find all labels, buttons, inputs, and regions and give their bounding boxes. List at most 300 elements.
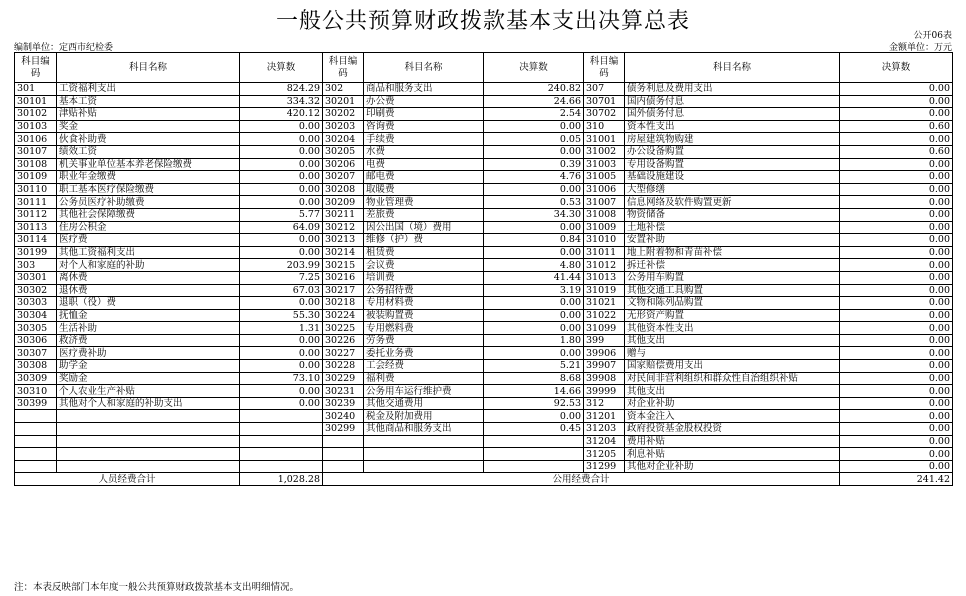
subject-code: 30305 xyxy=(15,322,57,335)
subject-name: 其他工资福利支出 xyxy=(57,246,240,259)
subject-code: 31009 xyxy=(584,221,625,234)
table-row xyxy=(15,171,953,184)
amount-value: 0.00 xyxy=(840,397,953,410)
subject-code: 31204 xyxy=(584,435,625,448)
subject-code: 39999 xyxy=(584,385,625,398)
amount-value: 0.00 xyxy=(840,435,953,448)
amount-value: 0.00 xyxy=(240,397,323,410)
amount-value xyxy=(240,448,323,461)
table-row xyxy=(15,158,953,171)
amount-value: 0.00 xyxy=(240,171,323,184)
subject-code: 31006 xyxy=(584,183,625,196)
subject-code: 31019 xyxy=(584,284,625,297)
subject-name: 拆迁补偿 xyxy=(625,259,840,272)
amount-value: 8.68 xyxy=(484,372,584,385)
amount-value: 73.10 xyxy=(240,372,323,385)
header-name: 科目名称 xyxy=(364,53,484,83)
subject-name: 公务用车运行维护费 xyxy=(364,385,484,398)
subject-name: 政府投资基金股权投资 xyxy=(625,423,840,436)
table-row xyxy=(15,372,953,385)
table-row xyxy=(15,410,953,423)
subject-name: 办公费 xyxy=(364,95,484,108)
subject-name: 信息网络及软件购置更新 xyxy=(625,196,840,209)
amount-value: 0.00 xyxy=(240,158,323,171)
subject-name xyxy=(364,460,484,473)
amount-value: 0.60 xyxy=(840,120,953,133)
subject-code: 30113 xyxy=(15,221,57,234)
table-row xyxy=(15,259,953,272)
subject-name: 住房公积金 xyxy=(57,221,240,234)
amount-value: 0.00 xyxy=(840,83,953,96)
subject-name: 土地补偿 xyxy=(625,221,840,234)
subject-name: 基本工资 xyxy=(57,95,240,108)
subject-name: 职业年金缴费 xyxy=(57,171,240,184)
subject-code: 31005 xyxy=(584,171,625,184)
subject-name: 大型修缮 xyxy=(625,183,840,196)
amount-value: 0.45 xyxy=(484,423,584,436)
header-row xyxy=(15,53,953,83)
amount-value: 0.00 xyxy=(840,460,953,473)
subject-name: 租赁费 xyxy=(364,246,484,259)
amount-value: 2.54 xyxy=(484,108,584,121)
amount-value: 0.00 xyxy=(240,297,323,310)
table-row xyxy=(15,108,953,121)
amount-value: 0.00 xyxy=(484,246,584,259)
subject-code: 31001 xyxy=(584,133,625,146)
amount-value: 0.00 xyxy=(840,360,953,373)
subject-code: 31022 xyxy=(584,309,625,322)
table-row xyxy=(15,397,953,410)
table-row xyxy=(15,246,953,259)
amount-value: 0.00 xyxy=(840,259,953,272)
subject-name: 津贴补贴 xyxy=(57,108,240,121)
subject-code: 30107 xyxy=(15,145,57,158)
subject-code xyxy=(323,460,364,473)
subject-name: 物业管理费 xyxy=(364,196,484,209)
subject-code: 30299 xyxy=(323,423,364,436)
amount-value: 0.00 xyxy=(240,360,323,373)
amount-value: 0.00 xyxy=(840,158,953,171)
subject-name: 咨询费 xyxy=(364,120,484,133)
subject-name: 专用设备购置 xyxy=(625,158,840,171)
subject-code xyxy=(15,460,57,473)
amount-value: 0.00 xyxy=(840,297,953,310)
subject-code xyxy=(15,435,57,448)
table-row xyxy=(15,234,953,247)
subject-name: 地上附着物和青苗补偿 xyxy=(625,246,840,259)
table-row xyxy=(15,221,953,234)
amount-value: 420.12 xyxy=(240,108,323,121)
subject-name: 专用材料费 xyxy=(364,297,484,310)
subject-code: 310 xyxy=(584,120,625,133)
amount-value: 0.00 xyxy=(484,309,584,322)
subject-name: 无形资产购置 xyxy=(625,309,840,322)
subject-code xyxy=(15,448,57,461)
table-body xyxy=(15,83,953,473)
amount-value: 7.25 xyxy=(240,271,323,284)
subject-code: 31003 xyxy=(584,158,625,171)
amount-value: 0.39 xyxy=(484,158,584,171)
subject-name: 公务员医疗补助缴费 xyxy=(57,196,240,209)
amount-value: 0.00 xyxy=(240,246,323,259)
subject-name: 伙食补助费 xyxy=(57,133,240,146)
table-row xyxy=(15,133,953,146)
subject-code: 30202 xyxy=(323,108,364,121)
org-label: 编制单位：定西市纪检委 xyxy=(14,43,114,53)
amount-value: 0.00 xyxy=(840,271,953,284)
subject-name: 公务用车购置 xyxy=(625,271,840,284)
subject-code xyxy=(323,448,364,461)
subject-code: 30201 xyxy=(323,95,364,108)
subject-code: 30109 xyxy=(15,171,57,184)
public-total-value: 241.42 xyxy=(840,473,953,486)
amount-value: 0.00 xyxy=(240,196,323,209)
subject-code: 30309 xyxy=(15,372,57,385)
header-amount: 决算数 xyxy=(840,53,953,83)
subject-name: 房屋建筑物购建 xyxy=(625,133,840,146)
amount-value: 1.80 xyxy=(484,334,584,347)
amount-value xyxy=(240,423,323,436)
subject-code: 30199 xyxy=(15,246,57,259)
subject-code: 30702 xyxy=(584,108,625,121)
table-row xyxy=(15,448,953,461)
amount-value: 0.00 xyxy=(840,171,953,184)
subject-code: 30214 xyxy=(323,246,364,259)
header-name: 科目名称 xyxy=(625,53,840,83)
subject-name: 医疗费 xyxy=(57,234,240,247)
table-row xyxy=(15,334,953,347)
amount-value: 0.60 xyxy=(840,145,953,158)
totals-row xyxy=(15,473,953,486)
amount-value: 5.21 xyxy=(484,360,584,373)
table-row xyxy=(15,460,953,473)
subject-name: 水费 xyxy=(364,145,484,158)
amount-value: 0.00 xyxy=(840,410,953,423)
subject-code: 39907 xyxy=(584,360,625,373)
subject-name xyxy=(364,448,484,461)
amount-value: 0.00 xyxy=(840,234,953,247)
subject-name: 职工基本医疗保险缴费 xyxy=(57,183,240,196)
subject-code: 30225 xyxy=(323,322,364,335)
subject-name: 会议费 xyxy=(364,259,484,272)
amount-value xyxy=(484,460,584,473)
subject-code: 30301 xyxy=(15,271,57,284)
subject-name: 电费 xyxy=(364,158,484,171)
subject-name: 商品和服务支出 xyxy=(364,83,484,96)
header-code: 科目编码 xyxy=(323,53,364,83)
subject-name: 手续费 xyxy=(364,133,484,146)
subject-code: 30228 xyxy=(323,360,364,373)
subject-name: 退职（役）费 xyxy=(57,297,240,310)
subject-name: 利息补贴 xyxy=(625,448,840,461)
amount-value: 0.00 xyxy=(484,120,584,133)
amount-value xyxy=(240,460,323,473)
subject-name: 其他支出 xyxy=(625,385,840,398)
subject-code: 30101 xyxy=(15,95,57,108)
subject-code: 30399 xyxy=(15,397,57,410)
amount-value: 0.00 xyxy=(240,385,323,398)
subject-code: 30303 xyxy=(15,297,57,310)
amount-value: 0.00 xyxy=(840,334,953,347)
amount-value: 334.32 xyxy=(240,95,323,108)
amount-unit: 金额单位：万元 xyxy=(888,43,952,53)
subject-code: 31008 xyxy=(584,208,625,221)
subject-code: 312 xyxy=(584,397,625,410)
amount-value: 0.00 xyxy=(240,334,323,347)
subject-code: 30239 xyxy=(323,397,364,410)
subject-name: 取暖费 xyxy=(364,183,484,196)
subject-name: 邮电费 xyxy=(364,171,484,184)
subject-name: 专用燃料费 xyxy=(364,322,484,335)
subject-code: 31021 xyxy=(584,297,625,310)
subject-name: 物资储备 xyxy=(625,208,840,221)
amount-value: 0.00 xyxy=(240,145,323,158)
subject-name xyxy=(57,410,240,423)
subject-name: 对企业补助 xyxy=(625,397,840,410)
table-row xyxy=(15,120,953,133)
subject-name: 债务利息及费用支出 xyxy=(625,83,840,96)
amount-value: 0.84 xyxy=(484,234,584,247)
subject-code: 30114 xyxy=(15,234,57,247)
subject-code: 30111 xyxy=(15,196,57,209)
header-amount: 决算数 xyxy=(484,53,584,83)
subject-code: 30212 xyxy=(323,221,364,234)
table-row xyxy=(15,83,953,96)
personnel-total-value: 1,028.28 xyxy=(240,473,323,486)
amount-value: 0.00 xyxy=(840,322,953,335)
subject-code: 30216 xyxy=(323,271,364,284)
subject-name: 印刷费 xyxy=(364,108,484,121)
amount-value: 0.00 xyxy=(840,196,953,209)
personnel-total-label: 人员经费合计 xyxy=(15,473,240,486)
amount-value: 0.00 xyxy=(840,208,953,221)
subject-code: 301 xyxy=(15,83,57,96)
subject-code: 31002 xyxy=(584,145,625,158)
amount-value: 64.09 xyxy=(240,221,323,234)
subject-name: 税金及附加费用 xyxy=(364,410,484,423)
subject-code: 30215 xyxy=(323,259,364,272)
amount-value xyxy=(484,448,584,461)
amount-value: 14.66 xyxy=(484,385,584,398)
amount-value xyxy=(240,435,323,448)
amount-value: 0.00 xyxy=(484,297,584,310)
table-row xyxy=(15,297,953,310)
table-row xyxy=(15,347,953,360)
subject-code: 30307 xyxy=(15,347,57,360)
amount-value: 0.00 xyxy=(840,372,953,385)
header-amount: 决算数 xyxy=(240,53,323,83)
form-number: 公开06表 xyxy=(913,31,952,41)
table-row xyxy=(15,145,953,158)
amount-value: 203.99 xyxy=(240,259,323,272)
header-name: 科目名称 xyxy=(57,53,240,83)
table-row xyxy=(15,322,953,335)
subject-code: 39908 xyxy=(584,372,625,385)
amount-value: 0.00 xyxy=(840,423,953,436)
subject-code: 30108 xyxy=(15,158,57,171)
subject-name: 其他资本性支出 xyxy=(625,322,840,335)
subject-name: 绩效工资 xyxy=(57,145,240,158)
subject-name: 安置补助 xyxy=(625,234,840,247)
amount-value: 824.29 xyxy=(240,83,323,96)
amount-value: 0.00 xyxy=(840,347,953,360)
subject-code: 31010 xyxy=(584,234,625,247)
subject-name: 其他商品和服务支出 xyxy=(364,423,484,436)
subject-name: 其他交通工具购置 xyxy=(625,284,840,297)
subject-name: 费用补贴 xyxy=(625,435,840,448)
subject-name: 维修（护）费 xyxy=(364,234,484,247)
amount-value: 0.00 xyxy=(840,385,953,398)
subject-code: 31012 xyxy=(584,259,625,272)
amount-value: 0.00 xyxy=(484,183,584,196)
subject-code: 31007 xyxy=(584,196,625,209)
amount-value: 55.30 xyxy=(240,309,323,322)
amount-value: 0.00 xyxy=(840,246,953,259)
subject-name: 助学金 xyxy=(57,360,240,373)
table-row xyxy=(15,95,953,108)
amount-value xyxy=(240,410,323,423)
subject-name: 赠与 xyxy=(625,347,840,360)
subject-name: 其他社会保障缴费 xyxy=(57,208,240,221)
subject-code: 30106 xyxy=(15,133,57,146)
subject-code: 30240 xyxy=(323,410,364,423)
subject-name: 资本性支出 xyxy=(625,120,840,133)
subject-name: 文物和陈列品购置 xyxy=(625,297,840,310)
subject-name: 其他对个人和家庭的补助支出 xyxy=(57,397,240,410)
subject-code: 30231 xyxy=(323,385,364,398)
subject-code: 30112 xyxy=(15,208,57,221)
subject-name: 工会经费 xyxy=(364,360,484,373)
subject-name: 委托业务费 xyxy=(364,347,484,360)
subject-code: 30204 xyxy=(323,133,364,146)
subject-code xyxy=(323,435,364,448)
amount-value: 0.00 xyxy=(484,322,584,335)
subject-name: 救济费 xyxy=(57,334,240,347)
table-row xyxy=(15,385,953,398)
subject-code: 30227 xyxy=(323,347,364,360)
subject-name: 差旅费 xyxy=(364,208,484,221)
table-row xyxy=(15,271,953,284)
amount-value: 0.00 xyxy=(840,309,953,322)
subject-code: 30209 xyxy=(323,196,364,209)
subject-code: 30213 xyxy=(323,234,364,247)
subject-name: 福利费 xyxy=(364,372,484,385)
subject-name: 奖励金 xyxy=(57,372,240,385)
subject-code: 399 xyxy=(584,334,625,347)
subject-name: 因公出国（境）费用 xyxy=(364,221,484,234)
subject-name: 公务招待费 xyxy=(364,284,484,297)
subject-name: 个人农业生产补贴 xyxy=(57,385,240,398)
subject-name xyxy=(57,423,240,436)
subject-code: 303 xyxy=(15,259,57,272)
subject-code: 30207 xyxy=(323,171,364,184)
subject-name: 被装购置费 xyxy=(364,309,484,322)
public-total-label: 公用经费合计 xyxy=(323,473,840,486)
subject-name: 基础设施建设 xyxy=(625,171,840,184)
subject-name: 其他对企业补助 xyxy=(625,460,840,473)
subject-name: 资本金注入 xyxy=(625,410,840,423)
subject-code: 30217 xyxy=(323,284,364,297)
header-code: 科目编码 xyxy=(15,53,57,83)
amount-value: 4.76 xyxy=(484,171,584,184)
subject-code: 31099 xyxy=(584,322,625,335)
subject-code: 302 xyxy=(323,83,364,96)
header-code: 科目编码 xyxy=(584,53,625,83)
subject-name: 生活补助 xyxy=(57,322,240,335)
amount-value: 0.00 xyxy=(240,183,323,196)
subject-name: 培训费 xyxy=(364,271,484,284)
subject-code: 31203 xyxy=(584,423,625,436)
footnote: 注：本表反映部门本年度一般公共预算财政拨款基本支出明细情况。 xyxy=(14,582,300,593)
amount-value: 3.19 xyxy=(484,284,584,297)
amount-value: 0.00 xyxy=(840,95,953,108)
subject-code: 30304 xyxy=(15,309,57,322)
subject-name: 抚恤金 xyxy=(57,309,240,322)
subject-name: 离休费 xyxy=(57,271,240,284)
amount-value: 0.00 xyxy=(484,145,584,158)
table-row xyxy=(15,423,953,436)
table-row xyxy=(15,435,953,448)
subject-name: 国外债务付息 xyxy=(625,108,840,121)
subject-name: 奖金 xyxy=(57,120,240,133)
table-row xyxy=(15,183,953,196)
subject-code: 307 xyxy=(584,83,625,96)
amount-value: 67.03 xyxy=(240,284,323,297)
subject-code: 30224 xyxy=(323,309,364,322)
table-row xyxy=(15,208,953,221)
amount-value: 34.30 xyxy=(484,208,584,221)
amount-value: 5.77 xyxy=(240,208,323,221)
subject-name: 对民间非营利组织和群众性自治组织补贴 xyxy=(625,372,840,385)
amount-value: 0.00 xyxy=(240,234,323,247)
table-row xyxy=(15,360,953,373)
expenditure-table xyxy=(14,52,953,486)
subject-name: 工资福利支出 xyxy=(57,83,240,96)
subject-code: 30103 xyxy=(15,120,57,133)
amount-value: 0.00 xyxy=(484,221,584,234)
subject-code: 30226 xyxy=(323,334,364,347)
subject-name: 医疗费补助 xyxy=(57,347,240,360)
subject-code: 30306 xyxy=(15,334,57,347)
subject-name: 其他支出 xyxy=(625,334,840,347)
subject-code: 30308 xyxy=(15,360,57,373)
subject-name xyxy=(57,435,240,448)
subject-code: 30302 xyxy=(15,284,57,297)
amount-value: 0.53 xyxy=(484,196,584,209)
amount-value: 92.53 xyxy=(484,397,584,410)
page-title: 一般公共预算财政拨款基本支出决算总表 xyxy=(275,9,690,34)
amount-value: 240.82 xyxy=(484,83,584,96)
subject-code: 30310 xyxy=(15,385,57,398)
amount-value: 0.00 xyxy=(840,133,953,146)
subject-code: 31013 xyxy=(584,271,625,284)
amount-value: 24.66 xyxy=(484,95,584,108)
amount-value: 0.00 xyxy=(840,221,953,234)
subject-code xyxy=(15,423,57,436)
subject-name: 国内债务付息 xyxy=(625,95,840,108)
amount-value: 41.44 xyxy=(484,271,584,284)
amount-value: 0.00 xyxy=(840,108,953,121)
amount-value: 0.00 xyxy=(240,133,323,146)
subject-name: 劳务费 xyxy=(364,334,484,347)
subject-code: 30208 xyxy=(323,183,364,196)
subject-name xyxy=(364,435,484,448)
amount-value: 0.00 xyxy=(840,183,953,196)
subject-code: 30229 xyxy=(323,372,364,385)
subject-name: 办公设备购置 xyxy=(625,145,840,158)
subject-name: 对个人和家庭的补助 xyxy=(57,259,240,272)
subject-code: 30218 xyxy=(323,297,364,310)
